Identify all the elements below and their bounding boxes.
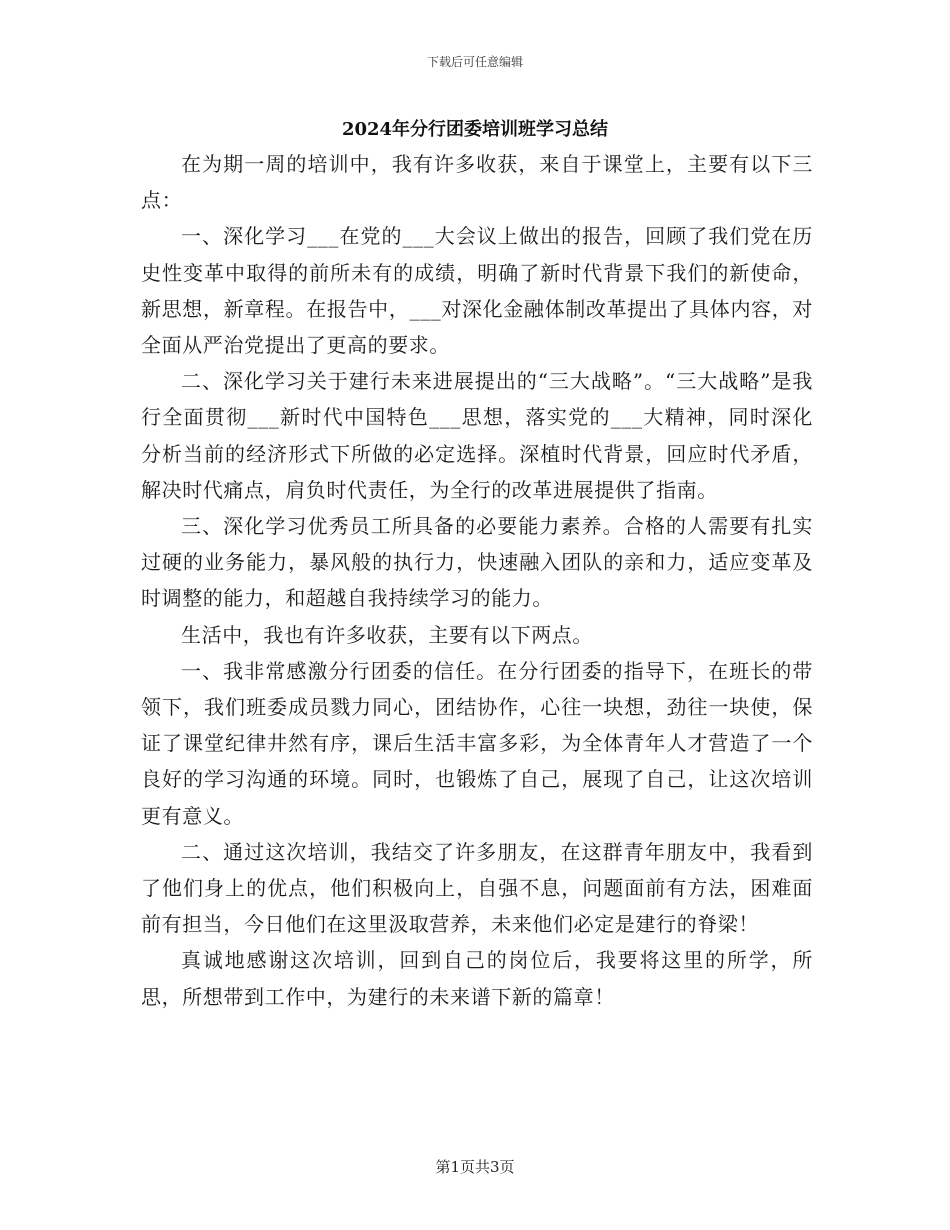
paragraph-life-intro: 生活中，我也有许多收获，主要有以下两点。 (181, 622, 593, 647)
page-header-note: 下载后可任意编辑 (426, 55, 523, 69)
paragraph-life-2: 二、通过这次培训，我结交了许多朋友，在这群青年朋友中，我看到了他们身上的优点，他们积极向上，自强不息，问题面前有方法，困难面前有担当，今日他们在这里汲取营养，未来他们必定是建行的脊梁！ (141, 839, 813, 937)
document-body (141, 146, 813, 1015)
paragraph-point-3: 三、深化学习优秀员工所具备的必要能力素养。合格的人需要有扎实过硬的业务能力，暴风般的执行力，快速融入团队的亲和力，适应变革及时调整的能力，和超越自我持续学习的能力。 (141, 514, 813, 611)
document-title: 2024年分行团委培训班学习总结 (341, 119, 609, 140)
paragraph-conclusion: 真诚地感谢这次培训，回到自己的岗位后，我要将这里的所学，所思，所想带到工作中，为建行的未来谱下新的篇章！ (141, 948, 813, 1009)
paragraph-intro: 在为期一周的培训中，我有许多收获，来自于课堂上，主要有以下三点： (141, 152, 813, 213)
page-number-footer: 第1页共3页 (435, 1158, 515, 1176)
paragraph-point-2: 二、深化学习关于建行未来进展提出的“三大战略”。“三大战略”是我行全面贯彻___新时代中国特色___思想，落实党的___大精神，同时深化分析当前的经济形式下所做的必定选择。深植时代背景，回应时代矛盾，解决时代痛点，肩负时代责任，为全行的改革进展提供了指南。 (141, 369, 813, 502)
paragraph-life-1: 一、我非常感激分行团委的信任。在分行团委的指导下，在班长的带领下，我们班委成员戮力同心，团结协作，心往一块想，劲往一块使，保证了课堂纪律井然有序，课后生活丰富多彩，为全体青年人才营造了一个良好的学习沟通的环境。同时，也锻炼了自己，展现了自己，让这次培训更有意义。 (141, 658, 813, 828)
paragraph-point-1: 一、深化学习___在党的___大会议上做出的报告，回顾了我们党在历史性变革中取得的前所未有的成绩，明确了新时代背景下我们的新使命，新思想，新章程。在报告中，___对深化金融体制改革提出了具体内容，对全面从严治党提出了更高的要求。 (141, 224, 813, 358)
